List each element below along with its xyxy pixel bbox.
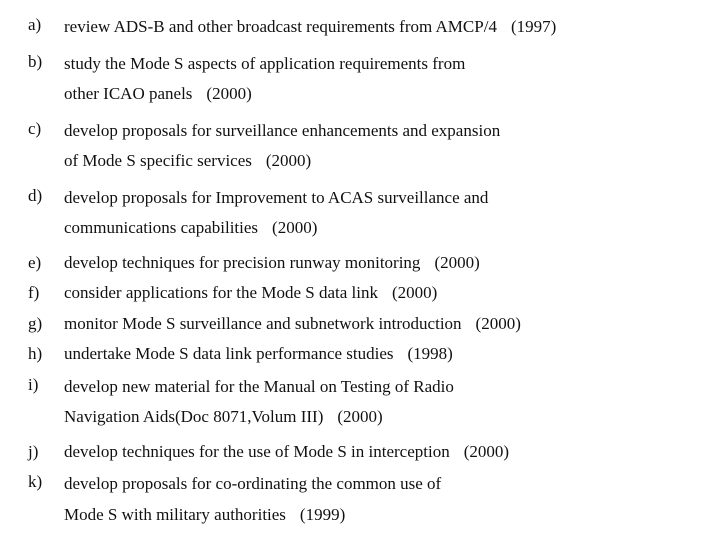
item-line: develop proposals for co-ordinating the common use of — [64, 474, 442, 493]
item-line: monitor Mode S surveillance and subnetwork introduction (2000) — [64, 313, 521, 333]
item-text — [64, 469, 708, 530]
item-text — [64, 49, 708, 110]
list-item — [28, 469, 708, 530]
item-line: undertake Mode S data link performance studies (1998) — [64, 344, 453, 363]
item-letter: d) — [28, 185, 43, 205]
item-letter: i) — [28, 374, 39, 394]
item-letter: e) — [28, 252, 42, 272]
item-text — [64, 183, 708, 244]
item-year: (1998) — [407, 344, 453, 363]
item-letter: f) — [28, 283, 40, 302]
list-item — [28, 250, 708, 275]
item-letter: j) — [28, 441, 39, 461]
item-line: other ICAO panels (2000) — [64, 84, 252, 103]
item-year: (2000) — [265, 151, 312, 170]
item-text — [64, 372, 708, 433]
item-year: (2000) — [475, 313, 521, 333]
item-year: (1999) — [299, 504, 346, 524]
list-item — [28, 280, 708, 305]
item-letter: k) — [28, 472, 43, 491]
list-item — [28, 311, 708, 336]
item-line: develop techniques for the use of Mode S in interception (2000) — [64, 441, 510, 461]
item-year: (2000) — [434, 252, 480, 272]
item-letter: a) — [28, 15, 42, 34]
list-item — [28, 183, 708, 244]
item-year: (2000) — [391, 283, 438, 302]
item-line: study the Mode S aspects of application requirements from — [64, 53, 466, 73]
item-letter: b) — [28, 51, 43, 71]
item-line: develop proposals for surveillance enhancements and expansion — [64, 120, 501, 140]
item-year: (2000) — [337, 407, 383, 426]
item-line: of Mode S specific services (2000) — [64, 151, 312, 170]
list-item — [28, 49, 708, 110]
item-line: Mode S with military authorities (1999) — [64, 504, 346, 524]
item-year: (1997) — [510, 17, 557, 36]
task-list — [28, 12, 708, 536]
item-line: develop new material for the Manual on Testing of Radio — [64, 376, 454, 396]
item-text — [64, 116, 708, 177]
item-line: develop proposals for Improvement to ACAS surveillance and — [64, 187, 489, 207]
item-line: consider applications for the Mode S data link (2000) — [64, 283, 438, 302]
item-line: communications capabilities (2000) — [64, 218, 318, 237]
item-letter: c) — [28, 118, 42, 138]
item-year: (2000) — [206, 84, 252, 103]
item-text — [64, 12, 708, 43]
item-letter: h) — [28, 344, 43, 363]
list-item — [28, 439, 708, 464]
item-year: (2000) — [463, 441, 510, 461]
list-item — [28, 116, 708, 177]
item-line: develop techniques for precision runway monitoring (2000) — [64, 252, 480, 272]
item-text — [64, 439, 708, 464]
item-line: Navigation Aids(Doc 8071,Volum III) (2000) — [64, 407, 383, 426]
list-item — [28, 372, 708, 433]
item-text — [64, 250, 708, 275]
item-letter: g) — [28, 313, 43, 333]
list-item — [28, 341, 708, 366]
item-year: (2000) — [272, 218, 318, 237]
item-text — [64, 280, 708, 305]
item-line: review ADS-B and other broadcast requirements from AMCP/4 (1997) — [64, 17, 557, 36]
list-item — [28, 12, 708, 43]
item-text — [64, 311, 708, 336]
item-text — [64, 341, 708, 366]
